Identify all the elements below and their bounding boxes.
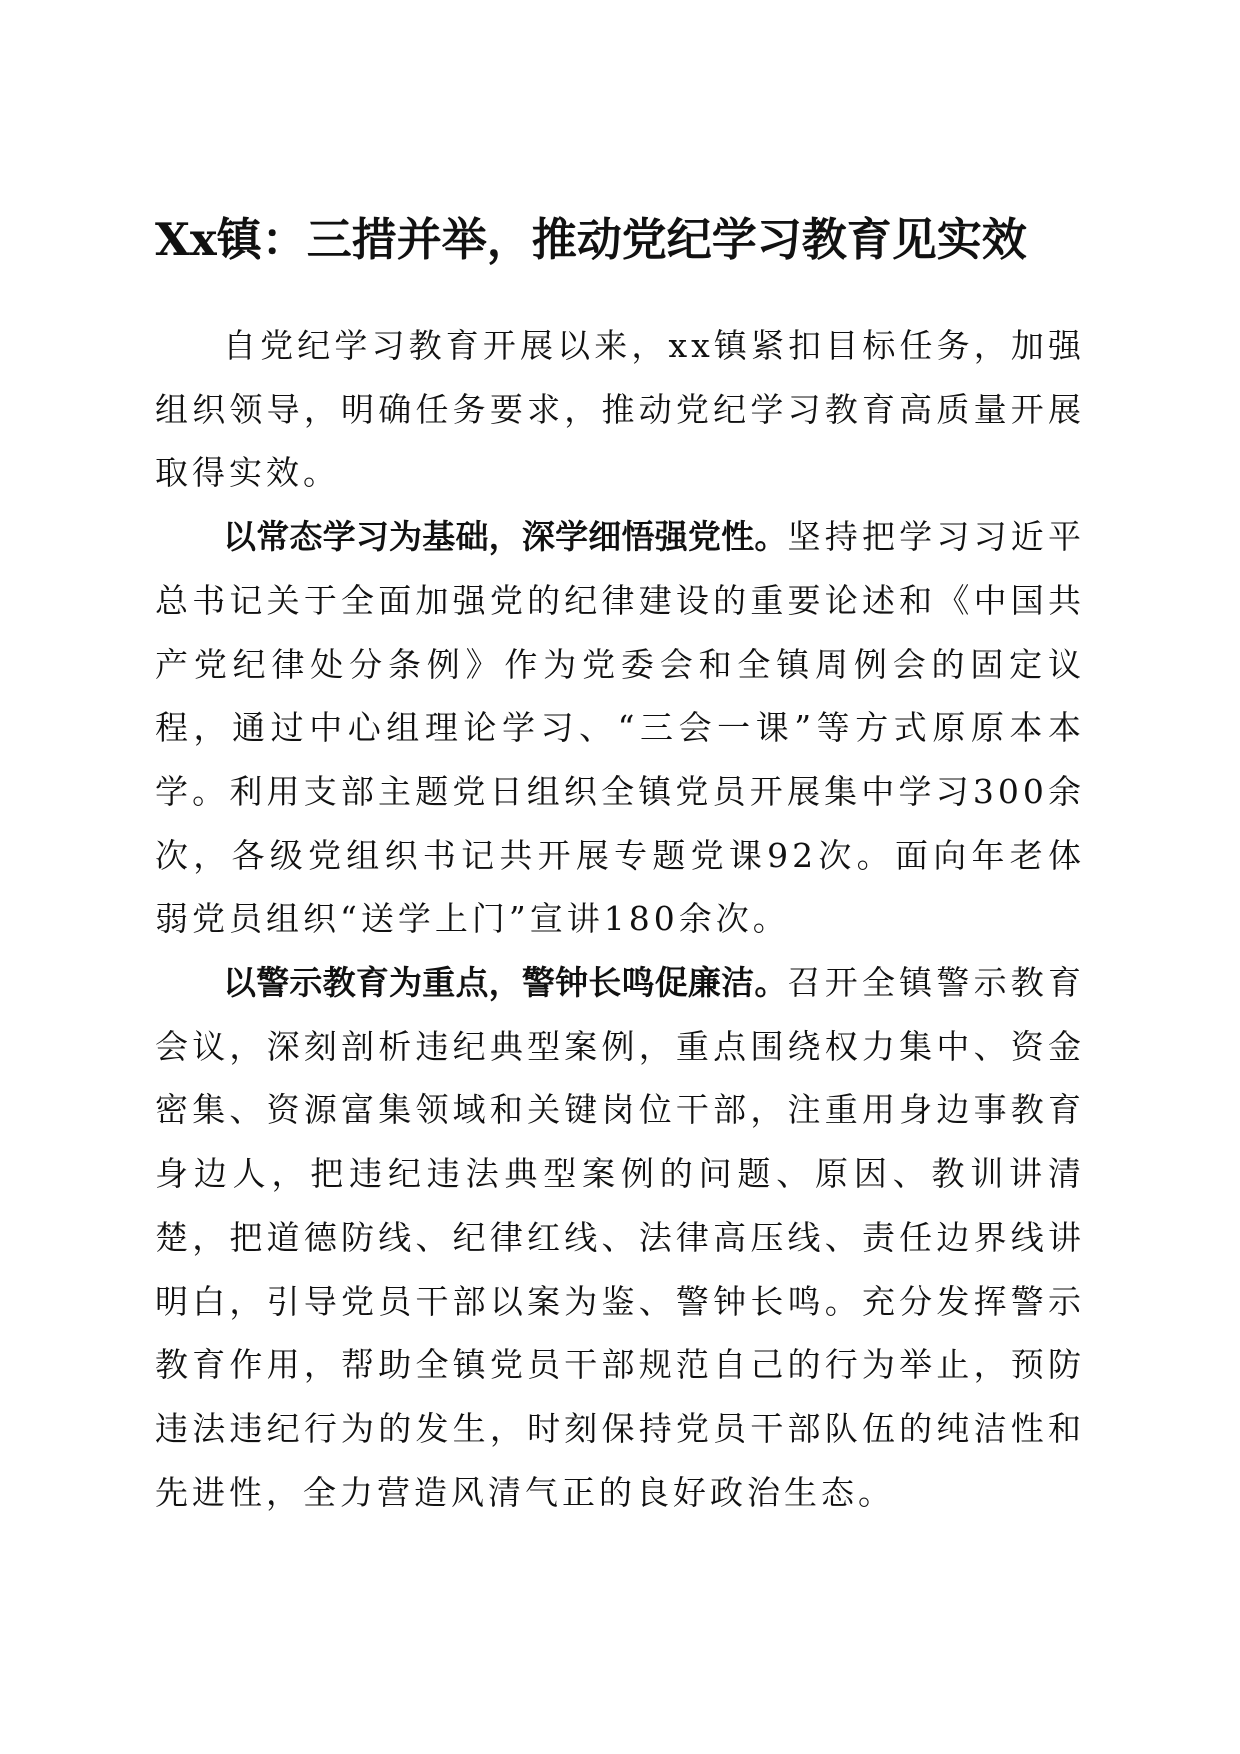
paragraph-heading: 以警示教育为重点，警钟长鸣促廉洁。 [223,963,788,1003]
paragraph-text: 坚持把学习习近平总书记关于全面加强党的纪律建设的重要论述和《中国共产党纪律处分条例》作为党委会和全镇周例会的固定议程，通过中心组理论学习、“三会一课”等方式原原本本学。利用支部主题党日组织全镇党员开展集中学习300余次，各级党组织书记共开展专题党课92次。面向年老体弱党员组织“送学上门”宣讲180余次。 [155,517,1086,939]
paragraph-warning [155,951,1085,1524]
document-body [155,314,1085,1524]
document-title: Xx镇：三措并举，推动党纪学习教育见实效 [155,213,1027,267]
paragraph-intro [155,314,1085,505]
paragraph-heading: 以常态学习为基础，深学细悟强党性。 [223,517,788,557]
paragraph-study [155,505,1085,951]
paragraph-text: 召开全镇警示教育会议，深刻剖析违纪典型案例，重点围绕权力集中、资金密集、资源富集领域和关键岗位干部，注重用身边事教育身边人，把违纪违法典型案例的问题、原因、教训讲清楚，把道德防线、纪律红线、法律高压线、责任边界线讲明白，引导党员干部以案为鉴、警钟长鸣。充分发挥警示教育作用，帮助全镇党员干部规范自己的行为举止，预防违法违纪行为的发生，时刻保持党员干部队伍的纯洁性和先进性，全力营造风清气正的良好政治生态。 [155,963,1086,1512]
paragraph-text: 自党纪学习教育开展以来，xx镇紧扣目标任务，加强组织领导，明确任务要求，推动党纪学习教育高质量开展取得实效。 [155,326,1085,493]
